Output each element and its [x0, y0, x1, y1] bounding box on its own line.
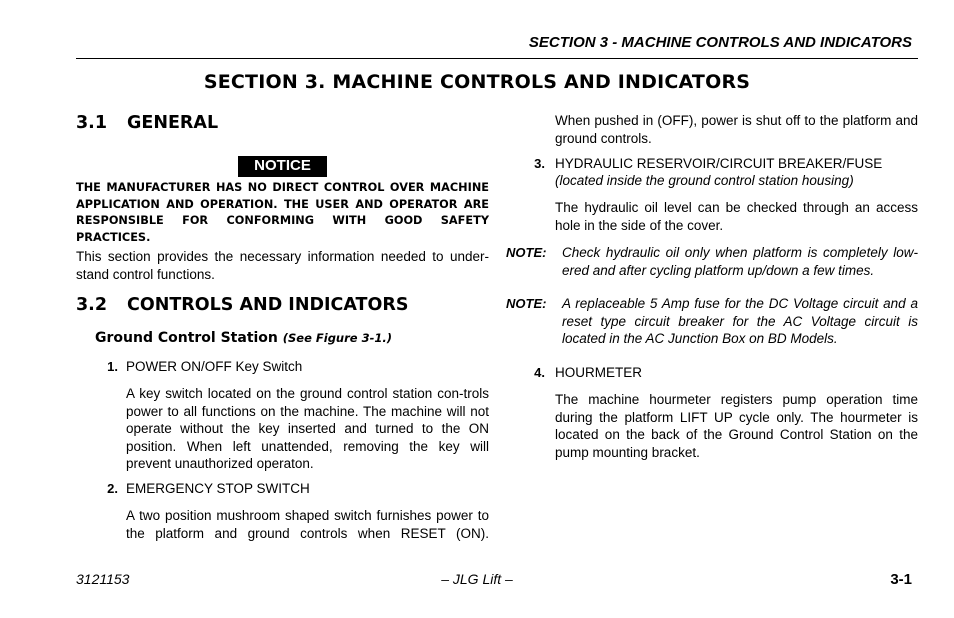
item-3-number: 3. [534, 156, 545, 171]
item-1-label: POWER ON/OFF Key Switch [126, 359, 303, 374]
notice-label: NOTICE [238, 156, 327, 177]
footer-page-number: 3-1 [890, 571, 912, 588]
notice-box [76, 156, 489, 177]
header-rule [76, 58, 918, 59]
footer-center: – JLG Lift – [441, 571, 513, 587]
item-4-number: 4. [534, 365, 545, 380]
item-2-body-continued: When pushed in (OFF), power is shut off to the platform and ground controls. [555, 113, 918, 146]
item-3-label: HYDRAULIC RESERVOIR/CIRCUIT BREAKER/FUSE [555, 156, 883, 171]
heading-general [76, 113, 218, 133]
note-1-label: NOTE: [506, 245, 547, 260]
item-2-label: EMERGENCY STOP SWITCH [126, 481, 310, 496]
item-3-body: The hydraulic oil level can be checked through an access hole in the side of the cover. [555, 200, 918, 233]
running-header: SECTION 3 - MACHINE CONTROLS AND INDICATORS [528, 34, 912, 51]
item-4-body: The machine hourmeter registers pump operation time during the platform LIFT UP cycle only. The hourmeter is located on the back of the Ground Control Station on the pump mounting bracket. [555, 392, 918, 460]
heading-general-number: 3.1 [76, 113, 108, 133]
figure-reference: (See Figure 3-1.) [282, 331, 392, 345]
section-title: SECTION 3. MACHINE CONTROLS AND INDICATORS [203, 71, 751, 93]
subheading-ground-control [95, 330, 392, 346]
heading-controls [76, 295, 408, 315]
footer-doc-number: 3121153 [76, 571, 130, 587]
item-2-number: 2. [107, 481, 118, 496]
subheading-text: Ground Control Station [95, 330, 283, 346]
item-4-label: HOURMETER [555, 365, 642, 380]
note-2-text: A replaceable 5 Amp fuse for the DC Voltage circuit and a reset type circuit breaker for the AC Voltage circuit is located in the AC Junction Box on BD Models. [562, 296, 918, 346]
heading-controls-title: CONTROLS AND INDICATORS [127, 295, 409, 315]
general-body: This section provides the necessary information needed to under-stand control functions. [76, 249, 489, 282]
item-1-body: A key switch located on the ground control station con-trols power to all functions on the machine. The machine will not operate without the key inserted and turned to the ON position. When left unattended, removing the key will prevent unauthorized operaton. [126, 386, 489, 471]
note-1-text: Check hydraulic oil only when platform is completely low-ered and after cycling platform up/down a few times. [562, 245, 918, 278]
notice-text: THE MANUFACTURER HAS NO DIRECT CONTROL OVER MACHINE APPLICATION AND OPERATION. THE USER AND OPERATOR ARE RESPONSIBLE FOR CONFORMING WITH GOOD SAFETY PRACTICES. [76, 181, 489, 244]
heading-controls-number: 3.2 [76, 295, 108, 315]
item-1-number: 1. [107, 359, 118, 374]
item-2-body: A two position mushroom shaped switch furnishes power to the platform and ground controls when RESET (ON). [126, 508, 489, 541]
item-3-sublabel: (located inside the ground control station housing) [555, 173, 854, 188]
note-2-label: NOTE: [506, 296, 547, 311]
heading-general-title: GENERAL [127, 113, 219, 133]
